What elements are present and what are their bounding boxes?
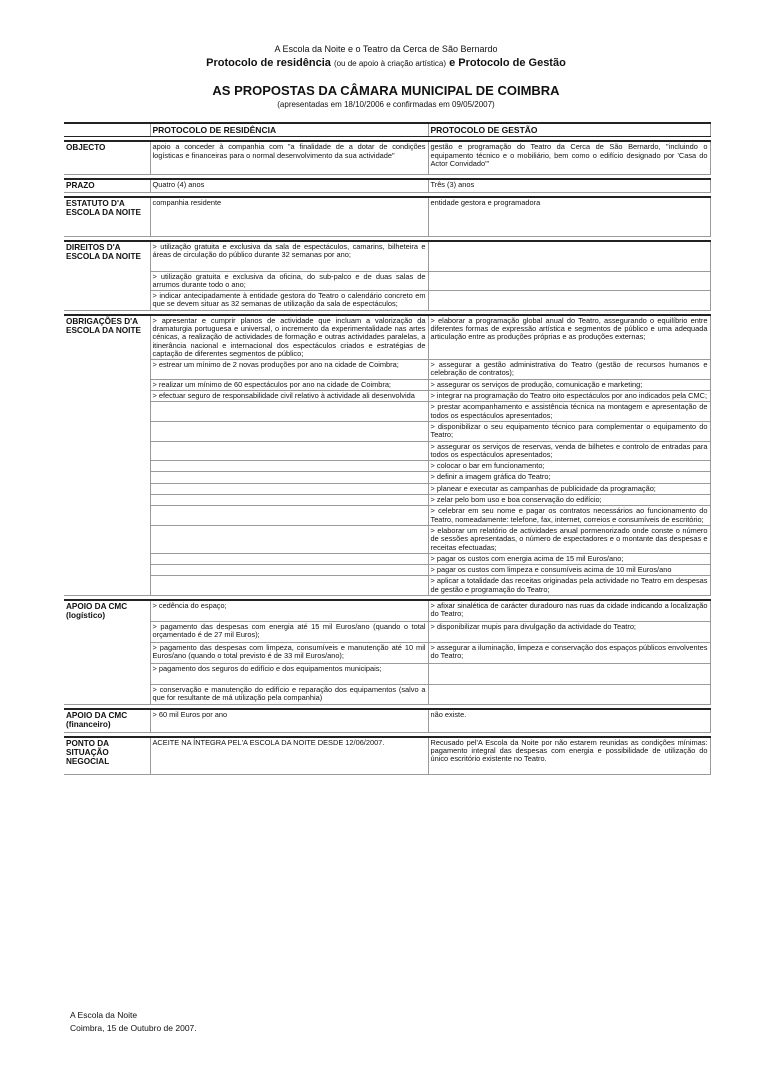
empty-cell xyxy=(150,402,428,422)
prazo-gestao: Três (3) anos xyxy=(428,179,710,192)
obrigacoes-gestao-item: > definir a imagem gráfica do Teatro; xyxy=(428,472,710,483)
obrigacoes-gestao-item: > zelar pelo bom uso e boa conservação do edifício; xyxy=(428,495,710,506)
empty-cell xyxy=(428,664,710,685)
footer-signature: A Escola da Noite xyxy=(70,1010,138,1020)
table-row xyxy=(64,271,710,291)
table-row xyxy=(64,379,710,390)
table-row xyxy=(64,685,710,705)
document-subtitle: (apresentadas em 18/10/2006 e confirmadas em 09/05/2007) xyxy=(277,100,495,109)
table-row xyxy=(64,600,710,622)
table-row xyxy=(64,391,710,402)
obrigacoes-gestao-item: > aplicar a totalidade das receitas originadas pela actividade no Teatro em despesas de gestão e programação do Teatro; xyxy=(428,576,710,596)
empty-cell xyxy=(150,553,428,564)
table-row xyxy=(64,495,710,506)
apoio-gestao-item: > afixar sinalética de carácter duradouro nas ruas da cidade indicando a localização do Teatro; xyxy=(428,600,710,622)
table-row xyxy=(64,664,710,685)
direitos-item: > utilização gratuita e exclusiva da sala de espectáculos, camarins, bilheteira e áreas de circulação do público durante 32 semanas por ano; xyxy=(150,241,428,272)
obrigacoes-gestao-item: > integrar na programação do Teatro oito espectáculos por ano indicados pela CMC; xyxy=(428,391,710,402)
obrigacoes-gestao-item: > planear e executar as campanhas de publicidade da programação; xyxy=(428,483,710,494)
situacao-residencia: ACEITE NA ÍNTEGRA PEL'A ESCOLA DA NOITE DESDE 12/06/2007. xyxy=(150,737,428,775)
direitos-gestao-empty xyxy=(428,271,710,291)
objecto-residencia: apoio a conceder à companhia com "a finalidade de a dotar de condições logísticas e financeiras para o normal desenvolvimento da sua actividade" xyxy=(150,141,428,175)
table-row xyxy=(64,576,710,596)
table-row xyxy=(64,553,710,564)
proposals-table xyxy=(64,122,711,775)
obrigacoes-gestao-item: > disponibilizar o seu equipamento técnico para complementar o equipamento do Teatro; xyxy=(428,421,710,441)
financeiro-gestao: não existe. xyxy=(428,709,710,733)
column-header-residencia: PROTOCOLO DE RESIDÊNCIA xyxy=(150,123,428,137)
empty-cell xyxy=(150,506,428,526)
apoio-residencia-item: > pagamento dos seguros do edifício e dos equipamentos municipais; xyxy=(150,664,428,685)
apoio-gestao-item: > disponibilizar mupis para divulgação da actividade do Teatro; xyxy=(428,622,710,643)
financeiro-residencia: > 60 mil Euros por ano xyxy=(150,709,428,733)
prazo-residencia: Quatro (4) anos xyxy=(150,179,428,192)
table-row xyxy=(64,506,710,526)
direitos-item: > indicar antecipadamente à entidade gestora do Teatro o calendário concreto em que se devem situar as 32 semanas de utilização da sala de espectáculos; xyxy=(150,291,428,311)
empty-cell xyxy=(428,685,710,705)
table-row xyxy=(64,179,710,192)
empty-cell xyxy=(150,421,428,441)
footer-date: Coimbra, 15 de Outubro de 2007. xyxy=(70,1023,197,1033)
obrigacoes-gestao-item: > colocar o bar em funcionamento; xyxy=(428,461,710,472)
table-row xyxy=(64,472,710,483)
row-label-apoio-logistico: APOIO DA CMC (logístico) xyxy=(64,600,150,704)
obrigacoes-gestao-item: > assegurar a gestão administrativa do Teatro (gestão de recursos humanos e celebração de contratos); xyxy=(428,360,710,380)
obrigacoes-gestao-item: > elaborar a programação global anual do Teatro, assegurando o equilíbrio entre diferentes formas de expressão artística e segmentos de público e uma adequada articulação entre as produções próprias e as produções externas; xyxy=(428,315,710,360)
empty-cell xyxy=(150,525,428,553)
table-row xyxy=(64,421,710,441)
apoio-residencia-item: > conservação e manutenção do edifício e reparação dos equipamentos (salvo a que for resultante de má utilização pela companhia) xyxy=(150,685,428,705)
table-row xyxy=(64,622,710,643)
header-residencia-note: (ou de apoio à criação artística) xyxy=(333,59,446,68)
obrigacoes-gestao-item: > pagar os custos com energia acima de 15 mil Euros/ano; xyxy=(428,553,710,564)
table-row xyxy=(64,315,710,360)
obrigacoes-gestao-item: > prestar acompanhamento e assistência técnica na montagem e apresentação de todos os espectáculos apresentados; xyxy=(428,402,710,422)
obrigacoes-gestao-item: > assegurar os serviços de reservas, venda de bilhetes e controlo de entradas para todos os espectáculos apresentados; xyxy=(428,441,710,461)
empty-cell xyxy=(150,441,428,461)
table-row xyxy=(64,241,710,272)
row-label-apoio-financeiro: APOIO DA CMC (financeiro) xyxy=(64,709,150,733)
direitos-gestao-empty xyxy=(428,291,710,311)
estatuto-gestao: entidade gestora e programadora xyxy=(428,197,710,237)
header-gestao: e Protocolo de Gestão xyxy=(449,57,566,69)
obrigacoes-gestao-item: > elaborar um relatório de actividades anual pormenorizado onde conste o número de sessões apresentadas, o número de espectadores e o montante das despesas e receitas efectuadas; xyxy=(428,525,710,553)
table-row xyxy=(64,737,710,775)
direitos-item: > utilização gratuita e exclusiva da oficina, do sub-palco e de duas salas de arrumos durante todo o ano; xyxy=(150,271,428,291)
empty-cell xyxy=(150,472,428,483)
obrigacoes-residencia-item: > apresentar e cumprir planos de actividade que incluam a valorização da dramaturgia portuguesa e universal, o incremento da experimentalidade nas artes cénicas, a realização de actividades de formação e outras actividades paralelas, a itinerância nacional e internacional dos espectáculos criados e estratégias de captação de diferentes segmentos de público; xyxy=(150,315,428,360)
apoio-residencia-item: > pagamento das despesas com limpeza, consumíveis e manutenção até 10 mil Euros/ano (quando o total previsto é de 33 mil Euros/ano); xyxy=(150,643,428,664)
table-row xyxy=(64,291,710,311)
table-header-row xyxy=(64,123,710,137)
header-line1: A Escola da Noite e o Teatro da Cerca de São Bernardo xyxy=(274,44,498,54)
table-row xyxy=(64,525,710,553)
direitos-gestao-empty xyxy=(428,241,710,272)
document-title: AS PROPOSTAS DA CÂMARA MUNICIPAL DE COIMBRA xyxy=(212,83,560,98)
table-row xyxy=(64,643,710,664)
table-row xyxy=(64,483,710,494)
empty-cell xyxy=(150,483,428,494)
row-label-direitos: DIREITOS D'A ESCOLA DA NOITE xyxy=(64,241,150,311)
row-label-situacao: PONTO DA SITUAÇÃO NEGOCIAL xyxy=(64,737,150,775)
table-row xyxy=(64,441,710,461)
apoio-residencia-item: > pagamento das despesas com energia até 15 mil Euros/ano (quando o total orçamentado é de 27 mil Euros); xyxy=(150,622,428,643)
table-row xyxy=(64,197,710,237)
row-label-obrigacoes: OBRIGAÇÕES D'A ESCOLA DA NOITE xyxy=(64,315,150,596)
row-label-objecto: OBJECTO xyxy=(64,141,150,175)
column-header-gestao: PROTOCOLO DE GESTÃO xyxy=(428,123,710,137)
header-line2 xyxy=(0,57,772,69)
empty-cell xyxy=(150,495,428,506)
table-row xyxy=(64,141,710,175)
apoio-residencia-item: > cedência do espaço; xyxy=(150,600,428,622)
situacao-gestao: Recusado pel'A Escola da Noite por não estarem reunidas as condições mínimas: pagamento integral das despesas com energia e possibilidade de utilização do único escritório existente no Teatro. xyxy=(428,737,710,775)
estatuto-residencia: companhia residente xyxy=(150,197,428,237)
table-row xyxy=(64,402,710,422)
row-label-prazo: PRAZO xyxy=(64,179,150,192)
table-row xyxy=(64,709,710,733)
obrigacoes-gestao-item: > celebrar em seu nome e pagar os contratos necessários ao funcionamento do Teatro, nomeadamente: telefone, fax, internet, correios e consumíveis de escritório; xyxy=(428,506,710,526)
objecto-gestao: gestão e programação do Teatro da Cerca de São Bernardo, "incluindo o equipamento técnico e o mobiliário, bem como o edifício designado por 'Casa do Actor Convidado'" xyxy=(428,141,710,175)
obrigacoes-gestao-item: > pagar os custos com limpeza e consumíveis acima de 10 mil Euros/ano xyxy=(428,565,710,576)
table-row xyxy=(64,461,710,472)
empty-cell xyxy=(150,576,428,596)
row-label-estatuto: ESTATUTO D'A ESCOLA DA NOITE xyxy=(64,197,150,237)
obrigacoes-residencia-item: > realizar um mínimo de 60 espectáculos por ano na cidade de Coimbra; xyxy=(150,379,428,390)
header-empty-cell xyxy=(64,123,150,137)
table-row xyxy=(64,565,710,576)
empty-cell xyxy=(150,565,428,576)
header-residencia: Protocolo de residência xyxy=(206,57,331,69)
obrigacoes-gestao-item: > assegurar os serviços de produção, comunicação e marketing; xyxy=(428,379,710,390)
table-row xyxy=(64,360,710,380)
empty-cell xyxy=(150,461,428,472)
obrigacoes-residencia-item: > estrear um mínimo de 2 novas produções por ano na cidade de Coimbra; xyxy=(150,360,428,380)
obrigacoes-residencia-item: > efectuar seguro de responsabilidade civil relativo à actividade ali desenvolvida xyxy=(150,391,428,402)
apoio-gestao-item: > assegurar a iluminação, limpeza e conservação dos espaços públicos envolventes do Teatro; xyxy=(428,643,710,664)
